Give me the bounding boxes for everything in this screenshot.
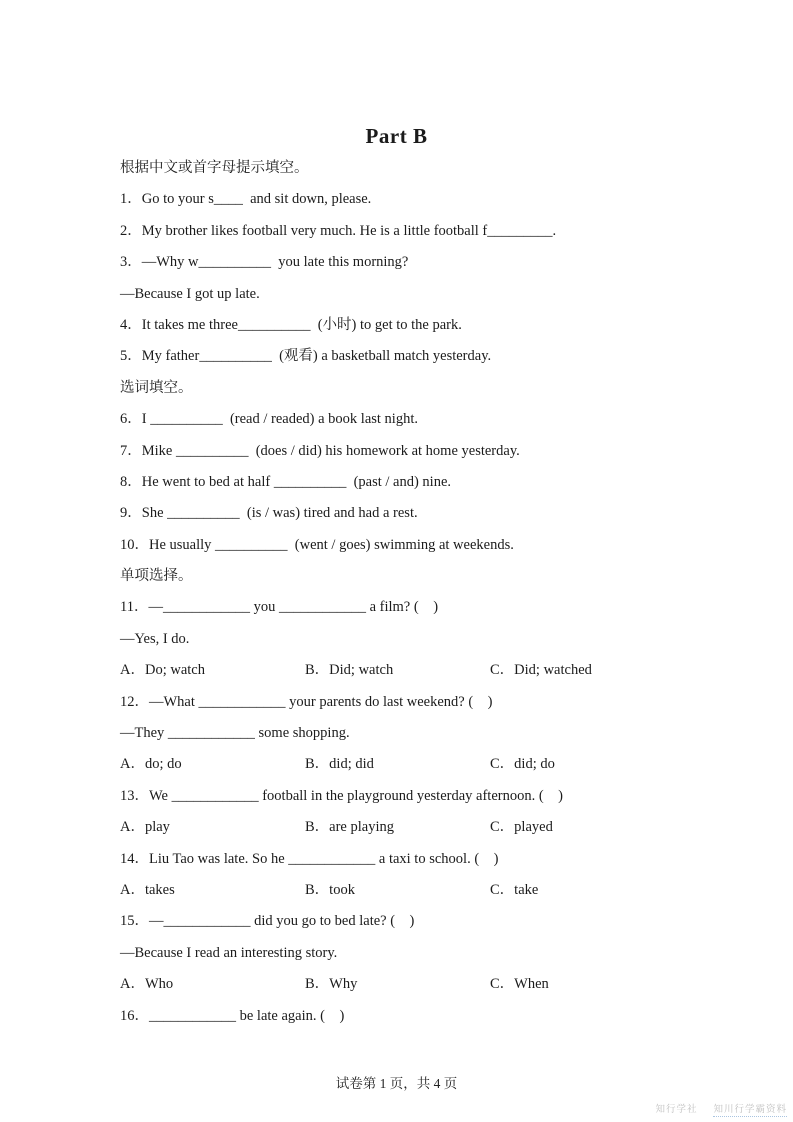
option-c: C．did; do	[490, 756, 555, 773]
option-a: A．do; do	[120, 756, 182, 773]
watermark-text-right: 知川行学霸资料	[713, 1101, 787, 1117]
question-line: 12．—What ____________ your parents do last weekend? ( )	[120, 693, 493, 710]
question-line: 13．We ____________ football in the playground yesterday afternoon. ( )	[120, 787, 563, 804]
option-a: A．play	[120, 819, 170, 836]
page-footer: 试卷第 1 页，共 4 页	[335, 1076, 458, 1091]
question-line: 6．I __________ (read / readed) a book last night.	[120, 411, 418, 428]
dialog-line: —Because I got up late.	[120, 285, 260, 302]
section-heading: 根据中文或首字母提示填空。	[120, 160, 309, 176]
question-line: 2．My brother likes football very much. He is a little football f_________.	[120, 222, 557, 239]
page-title: Part B	[365, 124, 428, 148]
dialog-line: —Yes, I do.	[120, 630, 190, 647]
question-line: 10．He usually __________ (went / goes) swimming at weekends.	[120, 536, 514, 553]
option-c: C．Did; watched	[490, 662, 592, 679]
section-heading: 选词填空。	[120, 379, 193, 396]
question-line: 8．He went to bed at half __________ (past / and) nine.	[120, 473, 452, 490]
exam-body	[120, 153, 680, 1032]
option-b: B．are playing	[305, 819, 394, 836]
question-line: 15．—____________ did you go to bed late? ( )	[120, 913, 415, 930]
options-row	[120, 875, 680, 906]
option-b: B．took	[305, 881, 355, 898]
options-row	[120, 812, 680, 843]
option-c: C．When	[490, 976, 549, 993]
question-line: 4．It takes me three__________ (小时) to get to the park.	[120, 316, 462, 333]
watermark	[655, 1101, 787, 1117]
watermark-text-left: 知行学社	[655, 1104, 698, 1115]
option-a: A．Do; watch	[120, 662, 205, 679]
question-line: 5．My father__________ (观看) a basketball match yesterday.	[120, 348, 492, 365]
options-row	[120, 969, 680, 1000]
option-c: C．played	[490, 819, 553, 836]
options-row	[120, 749, 680, 780]
option-c: C．take	[490, 881, 539, 898]
option-a: A．takes	[120, 881, 175, 898]
question-line: 3．—Why w__________ you late this morning?	[120, 254, 409, 271]
question-line: 11．—____________ you ____________ a film? ( )	[120, 599, 439, 616]
option-b: B．Did; watch	[305, 662, 394, 679]
options-row	[120, 655, 680, 686]
question-line: 7．Mike __________ (does / did) his homework at home yesterday.	[120, 442, 520, 459]
dialog-line: —Because I read an interesting story.	[120, 944, 338, 961]
option-b: B．Why	[305, 976, 358, 993]
section-heading: 单项选择。	[120, 568, 193, 585]
question-line: 14．Liu Tao was late. So he ____________ a taxi to school. ( )	[120, 850, 499, 867]
option-a: A．Who	[120, 976, 174, 993]
question-line: 16．____________ be late again. ( )	[120, 1007, 345, 1024]
dialog-line: —They ____________ some shopping.	[120, 725, 350, 742]
question-line: 1．Go to your s____ and sit down, please.	[120, 191, 372, 208]
question-line: 9．She __________ (is / was) tired and had a rest.	[120, 505, 418, 522]
option-b: B．did; did	[305, 756, 374, 773]
